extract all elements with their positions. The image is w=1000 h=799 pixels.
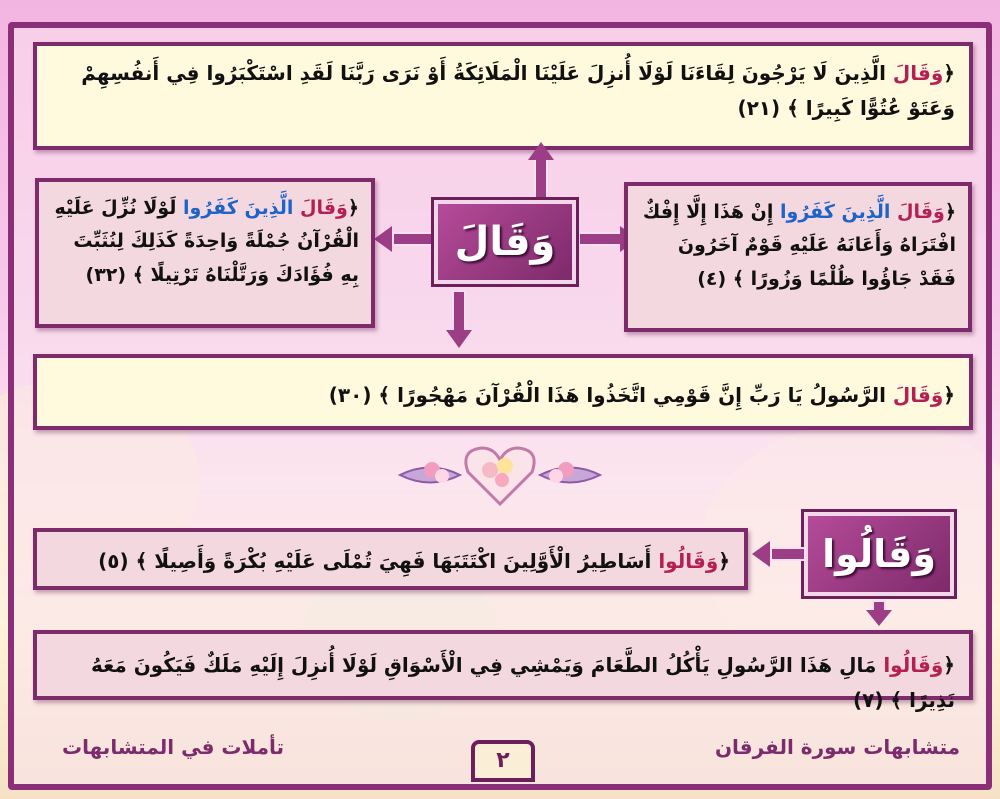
bracket-open: ﴿ <box>943 383 955 407</box>
verse-box-4 <box>624 182 972 332</box>
verse-box-5 <box>33 528 748 590</box>
verse-text: إِنْ هَذَا إِلَّا إِفْكٌ افْتَرَاهُ وَأَعَانَهُ عَلَيْهِ قَوْمٌ آخَرُونَ فَقَدْ جَاؤُوا ظُلْمًا وَزُورًا <box>642 201 956 290</box>
qala-badge <box>434 200 576 284</box>
verse-text: الرَّسُولُ يَا رَبِّ إِنَّ قَوْمِي اتَّخَذُوا هَذَا الْقُرْآنَ مَهْجُورًا <box>390 383 893 407</box>
bracket-open: ﴿ <box>347 197 359 219</box>
verse-text: مَالِ هَذَا الرَّسُولِ يَأْكُلُ الطَّعَامَ وَيَمْشِي فِي الْأَسْوَاقِ لَوْلَا أُنزِلَ إِلَيْهِ مَلَكٌ فَيَكُونَ مَعَهُ نَذِيرًا <box>90 653 955 712</box>
verse-box-7 <box>33 630 973 712</box>
verse-text: أَسَاطِيرُ الْأَوَّلِينَ اكْتَتَبَهَا فَهِيَ تُمْلَى عَلَيْهِ بُكْرَةً وَأَصِيلًا <box>147 549 659 573</box>
arrow-right <box>578 232 622 246</box>
bracket-open: ﴿ <box>718 549 730 573</box>
verse-number: ﴾ (٢١) <box>737 96 799 120</box>
page-number: ٢ <box>471 740 535 782</box>
qala-keyword: وَقَالَ <box>299 197 348 219</box>
arrow-left-head <box>374 226 392 252</box>
verse-text: لَوْلَا نُزِّلَ عَلَيْهِ الْقُرْآنُ جُمْلَةً وَاحِدَةً كَذَلِكَ لِنُثَبِّتَ بِهِ فُؤَادَكَ وَرَتَّلْنَاهُ تَرْتِيلًا <box>54 197 359 286</box>
footer-series-title: متشابهات سورة الفرقان <box>714 735 960 759</box>
qalu-badge <box>804 512 954 596</box>
bracket-open: ﴿ <box>943 61 955 85</box>
footer-book-title: تأملات في المتشابهات <box>62 735 285 759</box>
qalu-keyword: وَقَالُوا <box>658 549 719 573</box>
kafaru-phrase: الَّذِينَ كَفَرُوا <box>780 201 897 223</box>
qala-badge-label: وَقَالَ <box>454 219 556 265</box>
verse-number: ﴾ (٤) <box>697 267 744 290</box>
qalu-badge-label: وَقَالُوا <box>822 532 936 576</box>
arrow-down-qalu-head <box>866 610 892 626</box>
arrow-left-qalu-head <box>752 541 770 567</box>
verse-text: الَّذِينَ لَا يَرْجُونَ لِقَاءَنَا لَوْلَا أُنزِلَ عَلَيْنَا الْمَلَائِكَةُ أَوْ نَرَى رَبَّنَا لَقَدِ اسْتَكْبَرُوا فِي أَنفُسِهِمْ وَعَتَوْ عُتُوًّا كَبِيرًا <box>81 61 955 120</box>
verse-number: ﴾ (٥) <box>98 549 148 573</box>
arrow-up-head <box>528 142 554 160</box>
qala-keyword: وَقَالَ <box>892 383 944 407</box>
bracket-open: ﴿ <box>943 653 955 677</box>
arrow-left <box>392 232 440 246</box>
qala-keyword: وَقَالَ <box>896 201 945 223</box>
arrow-down-head <box>446 330 472 348</box>
verse-number: ﴾ (٧) <box>852 688 903 712</box>
verse-box-30 <box>33 354 973 430</box>
qalu-keyword: وَقَالُوا <box>883 653 944 677</box>
verse-number: ﴾ (٣٠) <box>328 383 391 407</box>
bracket-open: ﴿ <box>944 201 956 223</box>
verse-box-32 <box>35 178 375 328</box>
verse-number: ﴾ (٣٢) <box>85 263 144 286</box>
verse-box-21 <box>33 42 973 150</box>
qala-keyword: وَقَالَ <box>892 61 944 85</box>
heart-ornament <box>390 440 610 510</box>
kafaru-phrase: الَّذِينَ كَفَرُوا <box>183 197 300 219</box>
arrow-left-qalu <box>770 547 806 561</box>
arrow-down <box>452 290 466 332</box>
